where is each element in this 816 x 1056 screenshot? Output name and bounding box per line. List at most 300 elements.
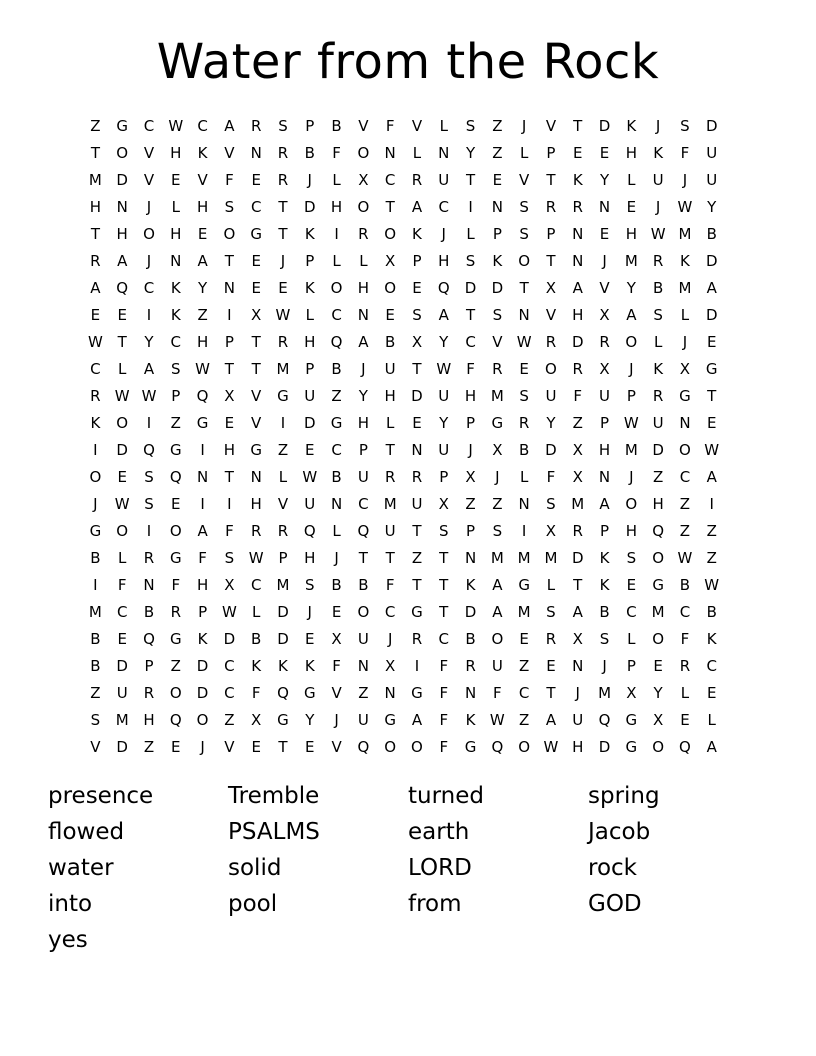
grid-letter: T xyxy=(224,252,234,270)
grid-letter: H xyxy=(223,441,236,459)
grid-letter: F xyxy=(573,387,583,405)
word-list-item: LORD xyxy=(408,855,472,881)
word-list-item: solid xyxy=(228,855,282,881)
grid-letter: H xyxy=(196,333,209,351)
grid-letter: J xyxy=(334,711,339,729)
grid-letter: D xyxy=(705,117,718,135)
grid-letter: E xyxy=(171,495,181,513)
grid-letter: N xyxy=(116,198,128,216)
grid-letter: W xyxy=(677,549,693,567)
grid-letter: J xyxy=(655,117,661,135)
grid-letter: R xyxy=(492,360,503,378)
grid-letter: W xyxy=(302,468,318,486)
grid-letter: T xyxy=(358,549,368,567)
grid-letter: O xyxy=(625,333,638,351)
grid-letter: A xyxy=(358,333,369,351)
grid-letter: U xyxy=(357,468,369,486)
word-list-item: water xyxy=(48,855,114,881)
grid-letter: B xyxy=(358,576,369,594)
grid-letter: O xyxy=(518,738,531,756)
grid-letter: H xyxy=(116,225,128,243)
grid-letter: X xyxy=(411,333,423,351)
grid-letter: E xyxy=(706,684,717,702)
grid-letter: O xyxy=(89,468,102,486)
grid-letter: O xyxy=(518,252,531,270)
grid-letter: I xyxy=(200,495,205,513)
grid-letter: A xyxy=(706,279,717,297)
grid-letter: X xyxy=(438,495,449,513)
grid-letter: E xyxy=(546,657,556,675)
grid-letter: A xyxy=(90,279,101,297)
grid-letter: N xyxy=(464,684,477,702)
grid-letter: N xyxy=(170,252,182,270)
grid-letter: R xyxy=(411,171,423,189)
grid-letter: M xyxy=(517,603,531,621)
grid-letter: O xyxy=(330,279,343,297)
grid-letter: Q xyxy=(303,522,316,540)
grid-letter: Z xyxy=(652,468,664,486)
grid-row xyxy=(82,734,734,761)
grid-letter: U xyxy=(652,171,664,189)
word-list-item: Jacob xyxy=(588,819,651,845)
grid-letter: M xyxy=(490,387,504,405)
grid-letter: H xyxy=(250,495,262,513)
grid-letter: S xyxy=(492,306,503,324)
grid-letter: E xyxy=(305,630,315,648)
grid-letter: U xyxy=(572,711,584,729)
grid-letter: T xyxy=(465,171,476,189)
grid-letter: E xyxy=(626,576,637,594)
grid-row xyxy=(82,653,734,680)
grid-letter: H xyxy=(304,333,316,351)
grid-letter: N xyxy=(384,684,396,702)
grid-letter: M xyxy=(598,684,612,702)
grid-letter: T xyxy=(251,360,261,378)
grid-letter: N xyxy=(384,144,396,162)
grid-letter: V xyxy=(545,306,557,324)
grid-letter: Z xyxy=(492,495,503,513)
grid-letter: B xyxy=(90,630,101,648)
grid-letter: E xyxy=(117,468,127,486)
grid-letter: D xyxy=(545,441,557,459)
grid-letter: A xyxy=(411,711,423,729)
grid-letter: B xyxy=(679,576,691,594)
grid-letter: D xyxy=(598,738,611,756)
grid-letter: J xyxy=(468,441,473,459)
grid-letter: U xyxy=(706,144,718,162)
grid-row xyxy=(82,680,734,707)
grid-letter: O xyxy=(652,630,665,648)
grid-letter: U xyxy=(599,387,611,405)
grid-letter: R xyxy=(599,333,610,351)
grid-letter: E xyxy=(251,171,261,189)
grid-letter: P xyxy=(600,522,610,540)
grid-letter: Q xyxy=(491,738,504,756)
grid-letter: V xyxy=(251,387,262,405)
grid-letter: R xyxy=(572,522,583,540)
grid-letter: B xyxy=(143,603,155,621)
grid-letter: S xyxy=(599,630,610,648)
grid-letter: H xyxy=(357,414,369,432)
grid-letter: A xyxy=(224,117,235,135)
grid-letter: I xyxy=(146,414,152,432)
grid-letter: G xyxy=(518,576,530,594)
grid-letter: C xyxy=(679,603,691,621)
grid-letter: X xyxy=(385,657,396,675)
grid-row xyxy=(82,572,734,599)
grid-letter: C xyxy=(116,603,128,621)
grid-letter: R xyxy=(545,198,557,216)
grid-letter: V xyxy=(331,684,342,702)
grid-letter: O xyxy=(116,144,129,162)
grid-letter: Q xyxy=(116,279,129,297)
grid-letter: S xyxy=(546,495,556,513)
grid-letter: G xyxy=(330,414,343,432)
grid-letter: Q xyxy=(143,441,155,459)
grid-letter: L xyxy=(171,198,180,216)
grid-letter: D xyxy=(303,198,316,216)
grid-row xyxy=(82,491,734,518)
grid-letter: O xyxy=(679,441,691,459)
grid-letter: M xyxy=(678,279,692,297)
grid-row xyxy=(82,248,734,275)
grid-letter: F xyxy=(466,360,475,378)
grid-letter: E xyxy=(412,279,422,297)
grid-letter: Z xyxy=(572,414,583,432)
grid-letter: G xyxy=(384,711,396,729)
grid-letter: U xyxy=(438,171,450,189)
grid-letter: S xyxy=(171,360,181,378)
grid-letter: L xyxy=(653,333,663,351)
grid-letter: A xyxy=(197,522,208,540)
grid-letter: A xyxy=(599,495,610,513)
grid-letter: V xyxy=(251,414,262,432)
grid-letter: T xyxy=(707,387,717,405)
grid-letter: X xyxy=(679,360,691,378)
grid-letter: M xyxy=(383,495,397,513)
grid-letter: W xyxy=(436,360,452,378)
grid-letter: K xyxy=(197,630,208,648)
grid-letter: K xyxy=(278,657,288,675)
grid-letter: N xyxy=(518,306,530,324)
grid-letter: S xyxy=(305,576,315,594)
grid-letter: S xyxy=(278,117,288,135)
grid-letter: R xyxy=(143,684,155,702)
grid-letter: E xyxy=(599,225,610,243)
grid-letter: Q xyxy=(143,630,155,648)
grid-letter: Z xyxy=(170,414,181,432)
grid-letter: A xyxy=(143,360,155,378)
grid-letter: C xyxy=(250,576,262,594)
grid-letter: B xyxy=(90,657,101,675)
grid-letter: V xyxy=(492,333,503,351)
grid-letter: L xyxy=(519,468,529,486)
grid-letter: J xyxy=(629,360,634,378)
grid-letter: A xyxy=(492,576,503,594)
word-list-item: turned xyxy=(408,783,484,809)
grid-letter: F xyxy=(385,576,395,594)
grid-letter: S xyxy=(680,117,690,135)
grid-letter: W xyxy=(248,549,264,567)
grid-letter: O xyxy=(491,630,504,648)
grid-letter: J xyxy=(93,495,98,513)
grid-letter: D xyxy=(116,738,128,756)
grid-letter: E xyxy=(680,711,690,729)
grid-letter: T xyxy=(546,171,556,189)
grid-letter: V xyxy=(331,738,342,756)
grid-letter: L xyxy=(439,117,448,135)
grid-letter: O xyxy=(384,738,397,756)
grid-letter: J xyxy=(521,117,527,135)
grid-letter: K xyxy=(304,279,315,297)
grid-letter: E xyxy=(519,630,529,648)
grid-letter: S xyxy=(546,603,556,621)
grid-row xyxy=(82,383,734,410)
grid-letter: B xyxy=(706,603,717,621)
grid-letter: Q xyxy=(598,711,611,729)
grid-letter: F xyxy=(332,657,341,675)
grid-letter: Z xyxy=(90,684,101,702)
grid-letter: D xyxy=(277,603,289,621)
grid-letter: G xyxy=(411,684,423,702)
grid-letter: H xyxy=(625,522,637,540)
grid-letter: U xyxy=(545,387,557,405)
grid-letter: E xyxy=(251,279,261,297)
grid-letter: V xyxy=(90,738,101,756)
grid-letter: T xyxy=(224,468,234,486)
grid-letter: G xyxy=(652,576,664,594)
grid-letter: W xyxy=(489,711,505,729)
grid-letter: T xyxy=(546,684,556,702)
grid-letter: R xyxy=(518,414,530,432)
grid-letter: V xyxy=(224,738,235,756)
grid-letter: B xyxy=(599,603,610,621)
grid-letter: C xyxy=(465,333,476,351)
grid-letter: A xyxy=(545,711,557,729)
grid-letter: U xyxy=(706,171,718,189)
grid-letter: T xyxy=(465,306,476,324)
grid-letter: D xyxy=(303,414,316,432)
grid-letter: E xyxy=(492,171,503,189)
grid-letter: R xyxy=(545,630,557,648)
grid-letter: Y xyxy=(546,414,556,432)
grid-letter: Y xyxy=(626,279,636,297)
grid-letter: E xyxy=(412,414,422,432)
grid-letter: P xyxy=(466,522,476,540)
grid-letter: V xyxy=(411,117,423,135)
grid-letter: S xyxy=(519,225,529,243)
grid-letter: Z xyxy=(492,144,503,162)
grid-letter: K xyxy=(251,657,262,675)
grid-letter: A xyxy=(706,468,717,486)
grid-letter: S xyxy=(90,711,101,729)
grid-letter: J xyxy=(655,198,661,216)
grid-letter: G xyxy=(625,711,638,729)
grid-letter: E xyxy=(278,279,288,297)
grid-letter: K xyxy=(170,279,181,297)
grid-letter: T xyxy=(439,549,449,567)
grid-letter: R xyxy=(465,657,476,675)
grid-letter: M xyxy=(115,711,129,729)
grid-letter: G xyxy=(464,738,477,756)
grid-letter: H xyxy=(625,144,637,162)
grid-letter: M xyxy=(571,495,585,513)
grid-letter: W xyxy=(114,495,130,513)
grid-letter: N xyxy=(357,306,369,324)
grid-letter: K xyxy=(706,630,717,648)
grid-letter: P xyxy=(626,387,636,405)
grid-letter: G xyxy=(411,603,423,621)
grid-letter: N xyxy=(357,657,369,675)
grid-letter: O xyxy=(169,522,182,540)
grid-letter: C xyxy=(679,468,691,486)
grid-letter: Y xyxy=(144,333,154,351)
grid-letter: D xyxy=(196,657,209,675)
grid-letter: L xyxy=(332,171,341,189)
grid-letter: K xyxy=(680,252,690,270)
grid-letter: R xyxy=(411,468,423,486)
grid-letter: C xyxy=(224,684,235,702)
grid-row xyxy=(82,626,734,653)
grid-letter: Z xyxy=(331,387,342,405)
grid-letter: V xyxy=(143,144,155,162)
grid-letter: X xyxy=(358,171,369,189)
grid-letter: F xyxy=(251,684,261,702)
grid-row xyxy=(82,167,734,194)
grid-letter: O xyxy=(384,279,397,297)
grid-letter: N xyxy=(572,657,584,675)
grid-letter: R xyxy=(250,522,262,540)
grid-letter: R xyxy=(277,333,289,351)
grid-letter: B xyxy=(331,117,342,135)
grid-letter: H xyxy=(89,198,102,216)
grid-letter: A xyxy=(626,306,637,324)
grid-letter: F xyxy=(546,468,556,486)
grid-letter: L xyxy=(385,414,395,432)
grid-letter: H xyxy=(652,495,664,513)
grid-row xyxy=(82,329,734,356)
grid-letter: G xyxy=(89,522,102,540)
grid-letter: G xyxy=(705,360,718,378)
grid-letter: M xyxy=(544,549,558,567)
grid-letter: T xyxy=(573,117,583,135)
grid-letter: G xyxy=(491,414,504,432)
grid-letter: U xyxy=(357,630,369,648)
grid-letter: X xyxy=(599,306,610,324)
grid-letter: E xyxy=(573,144,583,162)
grid-letter: J xyxy=(602,252,607,270)
grid-letter: L xyxy=(627,630,636,648)
grid-letter: D xyxy=(491,279,504,297)
grid-letter: Y xyxy=(358,387,368,405)
grid-letter: S xyxy=(144,495,154,513)
grid-letter: I xyxy=(227,495,232,513)
grid-letter: Y xyxy=(599,171,610,189)
grid-letter: U xyxy=(384,522,396,540)
grid-letter: X xyxy=(385,252,396,270)
grid-letter: U xyxy=(438,387,450,405)
grid-letter: T xyxy=(439,576,449,594)
grid-letter: S xyxy=(144,468,154,486)
grid-letter: F xyxy=(385,117,395,135)
grid-letter: F xyxy=(332,144,341,162)
grid-letter: J xyxy=(307,171,312,189)
grid-letter: D xyxy=(571,333,584,351)
grid-letter: I xyxy=(200,441,205,459)
grid-letter: M xyxy=(651,603,665,621)
grid-letter: H xyxy=(384,387,396,405)
grid-letter: C xyxy=(143,279,155,297)
grid-letter: C xyxy=(143,117,155,135)
grid-letter: E xyxy=(706,333,717,351)
grid-letter: C xyxy=(170,333,182,351)
grid-letter: P xyxy=(224,333,234,351)
grid-letter: M xyxy=(490,549,504,567)
grid-letter: O xyxy=(652,738,665,756)
grid-letter: T xyxy=(90,225,100,243)
grid-letter: B xyxy=(652,279,664,297)
grid-letter: H xyxy=(143,711,155,729)
grid-letter: G xyxy=(303,684,316,702)
grid-letter: D xyxy=(277,630,289,648)
word-list-item: Tremble xyxy=(228,783,320,809)
grid-row xyxy=(82,545,734,572)
grid-letter: U xyxy=(411,495,423,513)
grid-letter: X xyxy=(251,711,262,729)
grid-letter: J xyxy=(575,684,580,702)
grid-letter: O xyxy=(143,225,155,243)
grid-letter: L xyxy=(707,711,716,729)
grid-letter: O xyxy=(545,360,557,378)
word-list-item: pool xyxy=(228,891,278,917)
grid-letter: I xyxy=(227,306,232,324)
grid-letter: R xyxy=(90,387,101,405)
word-list-item: flowed xyxy=(48,819,125,845)
grid-letter: R xyxy=(90,252,101,270)
grid-letter: Z xyxy=(465,495,476,513)
grid-letter: C xyxy=(224,657,235,675)
grid-letter: T xyxy=(519,279,529,297)
grid-letter: I xyxy=(146,522,152,540)
grid-letter: T xyxy=(546,252,556,270)
grid-letter: I xyxy=(414,657,420,675)
word-list-item: rock xyxy=(588,855,637,881)
grid-letter: N xyxy=(598,198,611,216)
grid-row xyxy=(82,221,734,248)
grid-letter: I xyxy=(709,495,714,513)
grid-letter: K xyxy=(304,225,315,243)
grid-letter: U xyxy=(438,441,450,459)
grid-letter: J xyxy=(387,630,393,648)
grid-letter: R xyxy=(572,360,583,378)
grid-letter: H xyxy=(304,549,316,567)
grid-letter: L xyxy=(332,522,341,540)
grid-letter: E xyxy=(224,414,235,432)
grid-letter: V xyxy=(599,279,610,297)
grid-letter: Y xyxy=(707,198,717,216)
grid-letter: H xyxy=(464,387,477,405)
grid-letter: E xyxy=(305,441,315,459)
grid-letter: I xyxy=(146,306,152,324)
grid-letter: H xyxy=(598,441,611,459)
grid-letter: K xyxy=(492,252,503,270)
puzzle-title: Water from the Rock xyxy=(156,34,660,90)
grid-letter: K xyxy=(412,225,422,243)
grid-letter: E xyxy=(197,225,208,243)
grid-letter: E xyxy=(385,306,395,324)
grid-letter: U xyxy=(116,684,128,702)
grid-letter: F xyxy=(680,630,690,648)
